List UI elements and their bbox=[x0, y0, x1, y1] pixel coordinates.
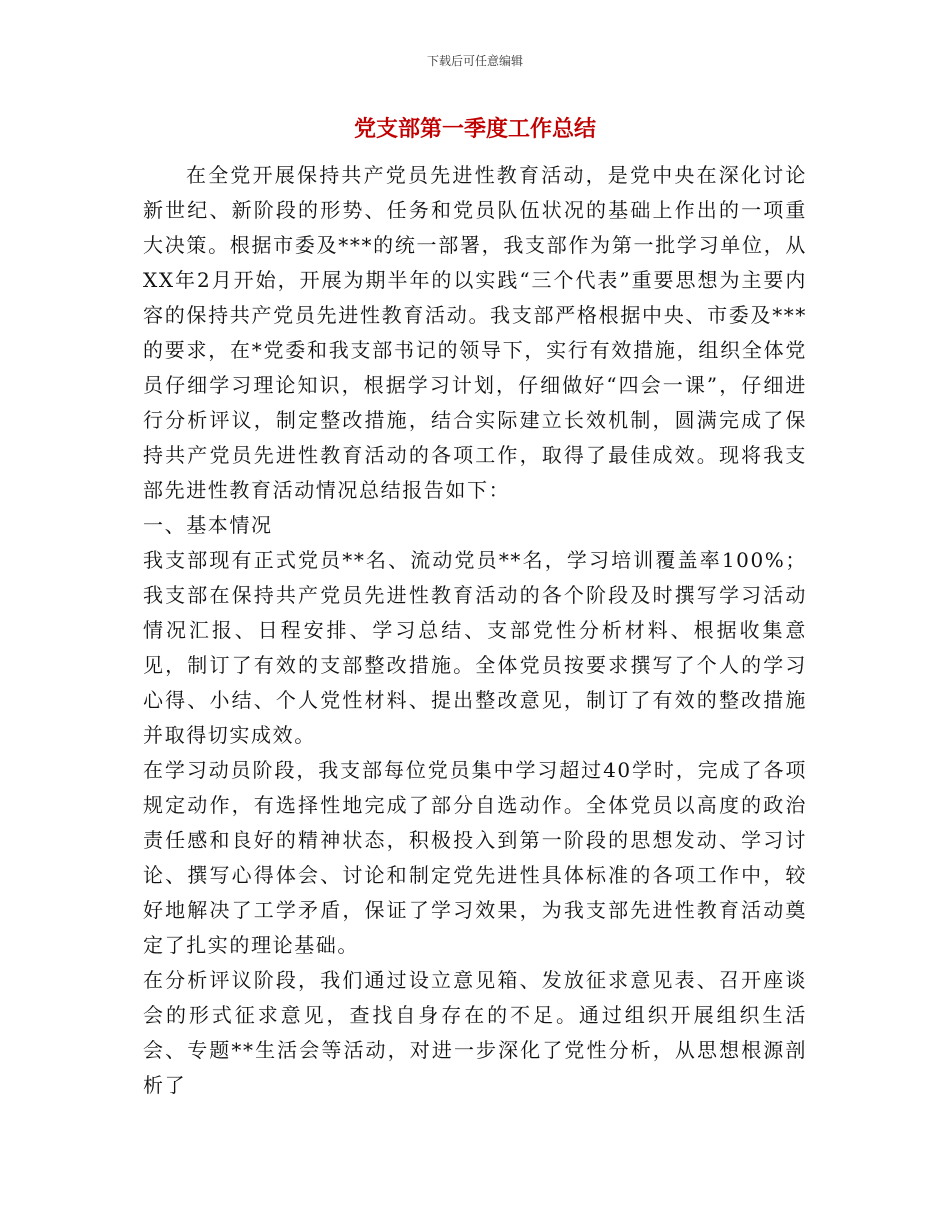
document-body bbox=[143, 158, 807, 1103]
body-paragraph-intro: 在全党开展保持共产党员先进性教育活动，是党中央在深化讨论新世纪、新阶段的形势、任务和党员队伍状况的基础上作出的一项重大决策。根据市委及***的统一部署，我支部作为第一批学习单位，从XX年2月开始，开展为期半年的以实践“三个代表”重要思想为主要内容的保持共产党员先进性教育活动。我支部严格根据中央、市委及***的要求，在*党委和我支部书记的领导下，实行有效措施，组织全体党员仔细学习理论知识，根据学习计划，仔细做好“四会一课”，仔细进行分析评议，制定整改措施，结合实际建立长效机制，圆满完成了保持共产党员先进性教育活动的各项工作，取得了最佳成效。现将我支部先进性教育活动情况总结报告如下： bbox=[143, 163, 807, 502]
body-paragraph-members: 我支部现有正式党员**名、流动党员**名，学习培训覆盖率100%；我支部在保持共产党员先进性教育活动的各个阶段及时撰写学习活动情况汇报、日程安排、学习总结、支部党性分析材料、根据收集意见，制订了有效的支部整改措施。全体党员按要求撰写了个人的学习心得、小结、个人党性材料、提出整改意见，制订了有效的整改措施并取得切实成效。 bbox=[143, 548, 807, 747]
header-note: 下载后可任意编辑 bbox=[426, 54, 523, 68]
body-paragraph-evaluation-stage: 在分析评议阶段，我们通过设立意见箱、发放征求意见表、召开座谈会的形式征求意见，查找自身存在的不足。通过组织开展组织生活会、专题**生活会等活动，对进一步深化了党性分析，从思想根源剖析了 bbox=[143, 968, 807, 1097]
section-heading-basic-situation: 一、基本情况 bbox=[143, 513, 273, 537]
document-title: 党支部第一季度工作总结 bbox=[353, 117, 596, 142]
body-paragraph-study-stage: 在学习动员阶段，我支部每位党员集中学习超过40学时，完成了各项规定动作，有选择性地完成了部分自选动作。全体党员以高度的政治责任感和良好的精神状态，积极投入到第一阶段的思想发动、学习讨论、撰写心得体会、讨论和制定党先进性具体标准的各项工作中，较好地解决了工学矛盾，保证了学习效果，为我支部先进性教育活动奠定了扎实的理论基础。 bbox=[143, 758, 807, 957]
